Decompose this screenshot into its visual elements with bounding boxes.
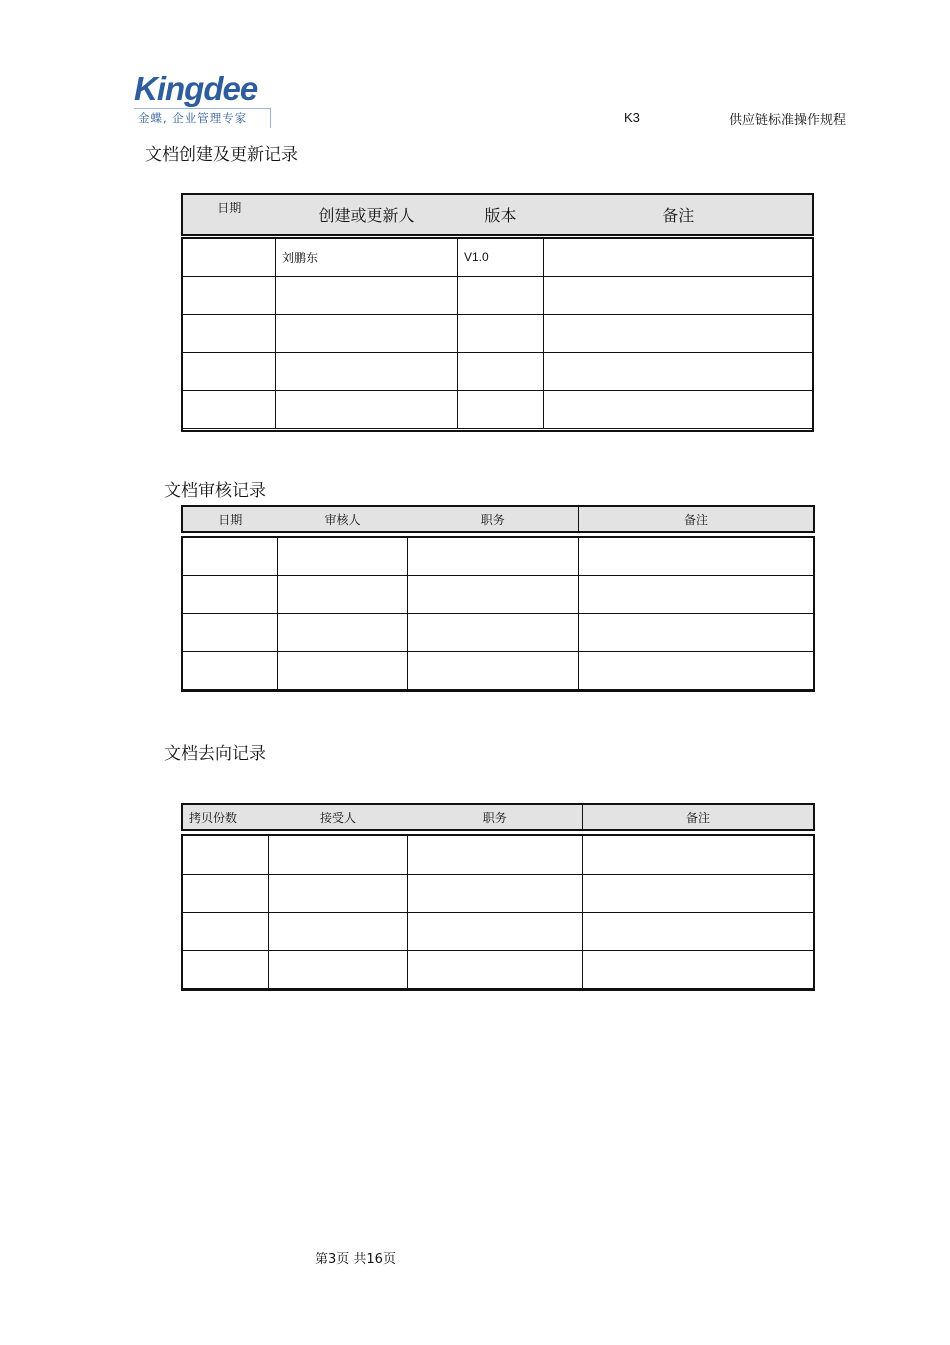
header-product: K3	[624, 110, 640, 125]
cell-note	[544, 277, 814, 315]
table-row	[183, 576, 814, 614]
cell-position	[408, 614, 579, 652]
logo-divider-vertical	[270, 108, 271, 128]
cell-recipient	[269, 875, 408, 913]
cell-position	[408, 913, 583, 951]
logo-divider	[134, 108, 271, 109]
cell-reviewer	[278, 652, 408, 690]
col-header-note: 备注	[583, 805, 814, 830]
distribution-record-table	[182, 835, 814, 989]
cell-author: 刘鹏东	[276, 239, 458, 277]
table-row	[183, 277, 814, 315]
cell-recipient	[269, 913, 408, 951]
distribution-header-table	[182, 804, 814, 830]
table-row	[183, 353, 814, 391]
cell-author	[276, 315, 458, 353]
cell-note	[579, 538, 814, 576]
cell-note	[544, 353, 814, 391]
cell-note	[579, 652, 814, 690]
cell-date	[183, 239, 276, 277]
cell-copies	[183, 913, 269, 951]
cell-position	[408, 951, 583, 989]
cell-copies	[183, 875, 269, 913]
cell-note	[544, 391, 814, 429]
section-title-creation: 文档创建及更新记录	[145, 145, 298, 165]
col-header-author: 创建或更新人	[276, 195, 458, 235]
col-header-copies: 拷贝份数	[183, 805, 269, 830]
cell-date	[183, 576, 278, 614]
header-doc-title: 供应链标准操作规程	[729, 113, 847, 128]
col-header-note: 备注	[579, 507, 814, 532]
col-header-version: 版本	[458, 195, 544, 235]
cell-note	[583, 836, 814, 875]
cell-position	[408, 538, 579, 576]
col-header-note: 备注	[544, 195, 814, 235]
creation-header-table	[182, 194, 814, 235]
cell-date	[183, 315, 276, 353]
cell-recipient	[269, 951, 408, 989]
col-header-date: 日期	[183, 507, 278, 532]
cell-note	[583, 951, 814, 989]
kingdee-logo	[134, 70, 271, 128]
cell-note	[544, 239, 814, 277]
review-record-table	[182, 537, 814, 690]
cell-version: V1.0	[458, 239, 544, 277]
cell-note	[583, 875, 814, 913]
cell-note	[579, 576, 814, 614]
cell-date	[183, 353, 276, 391]
cell-recipient	[269, 836, 408, 875]
cell-date	[183, 538, 278, 576]
logo-tagline: 金蝶, 企业管理专家	[138, 111, 248, 125]
table-row	[183, 239, 814, 277]
cell-version	[458, 315, 544, 353]
table-row	[183, 315, 814, 353]
cell-version	[458, 353, 544, 391]
cell-version	[458, 391, 544, 429]
col-header-position: 职务	[408, 805, 583, 830]
cell-author	[276, 277, 458, 315]
cell-position	[408, 875, 583, 913]
section-title-review: 文档审核记录	[164, 481, 266, 501]
table-row	[183, 391, 814, 429]
cell-reviewer	[278, 614, 408, 652]
cell-date	[183, 277, 276, 315]
col-header-reviewer: 审核人	[278, 507, 408, 532]
table-row	[183, 538, 814, 576]
cell-version	[458, 277, 544, 315]
section-title-distribution: 文档去向记录	[164, 744, 266, 764]
cell-reviewer	[278, 538, 408, 576]
logo-wordmark: Kingdee	[134, 70, 258, 107]
cell-note	[579, 614, 814, 652]
cell-note	[544, 315, 814, 353]
col-header-recipient: 接受人	[269, 805, 408, 830]
cell-date	[183, 652, 278, 690]
table-row	[183, 614, 814, 652]
col-header-position: 职务	[408, 507, 579, 532]
cell-author	[276, 391, 458, 429]
cell-position	[408, 836, 583, 875]
cell-copies	[183, 951, 269, 989]
cell-note	[583, 913, 814, 951]
review-header-table	[182, 506, 814, 532]
cell-copies	[183, 836, 269, 875]
table-row	[183, 836, 814, 875]
cell-date	[183, 391, 276, 429]
cell-date	[183, 614, 278, 652]
page-number: 第3页 共16页	[315, 1252, 396, 1267]
creation-record-table	[182, 238, 814, 429]
cell-reviewer	[278, 576, 408, 614]
table-row	[183, 951, 814, 989]
col-header-date: 日期	[183, 195, 276, 235]
table-row	[183, 913, 814, 951]
cell-position	[408, 576, 579, 614]
table-row	[183, 652, 814, 690]
cell-position	[408, 652, 579, 690]
cell-author	[276, 353, 458, 391]
table-row	[183, 875, 814, 913]
